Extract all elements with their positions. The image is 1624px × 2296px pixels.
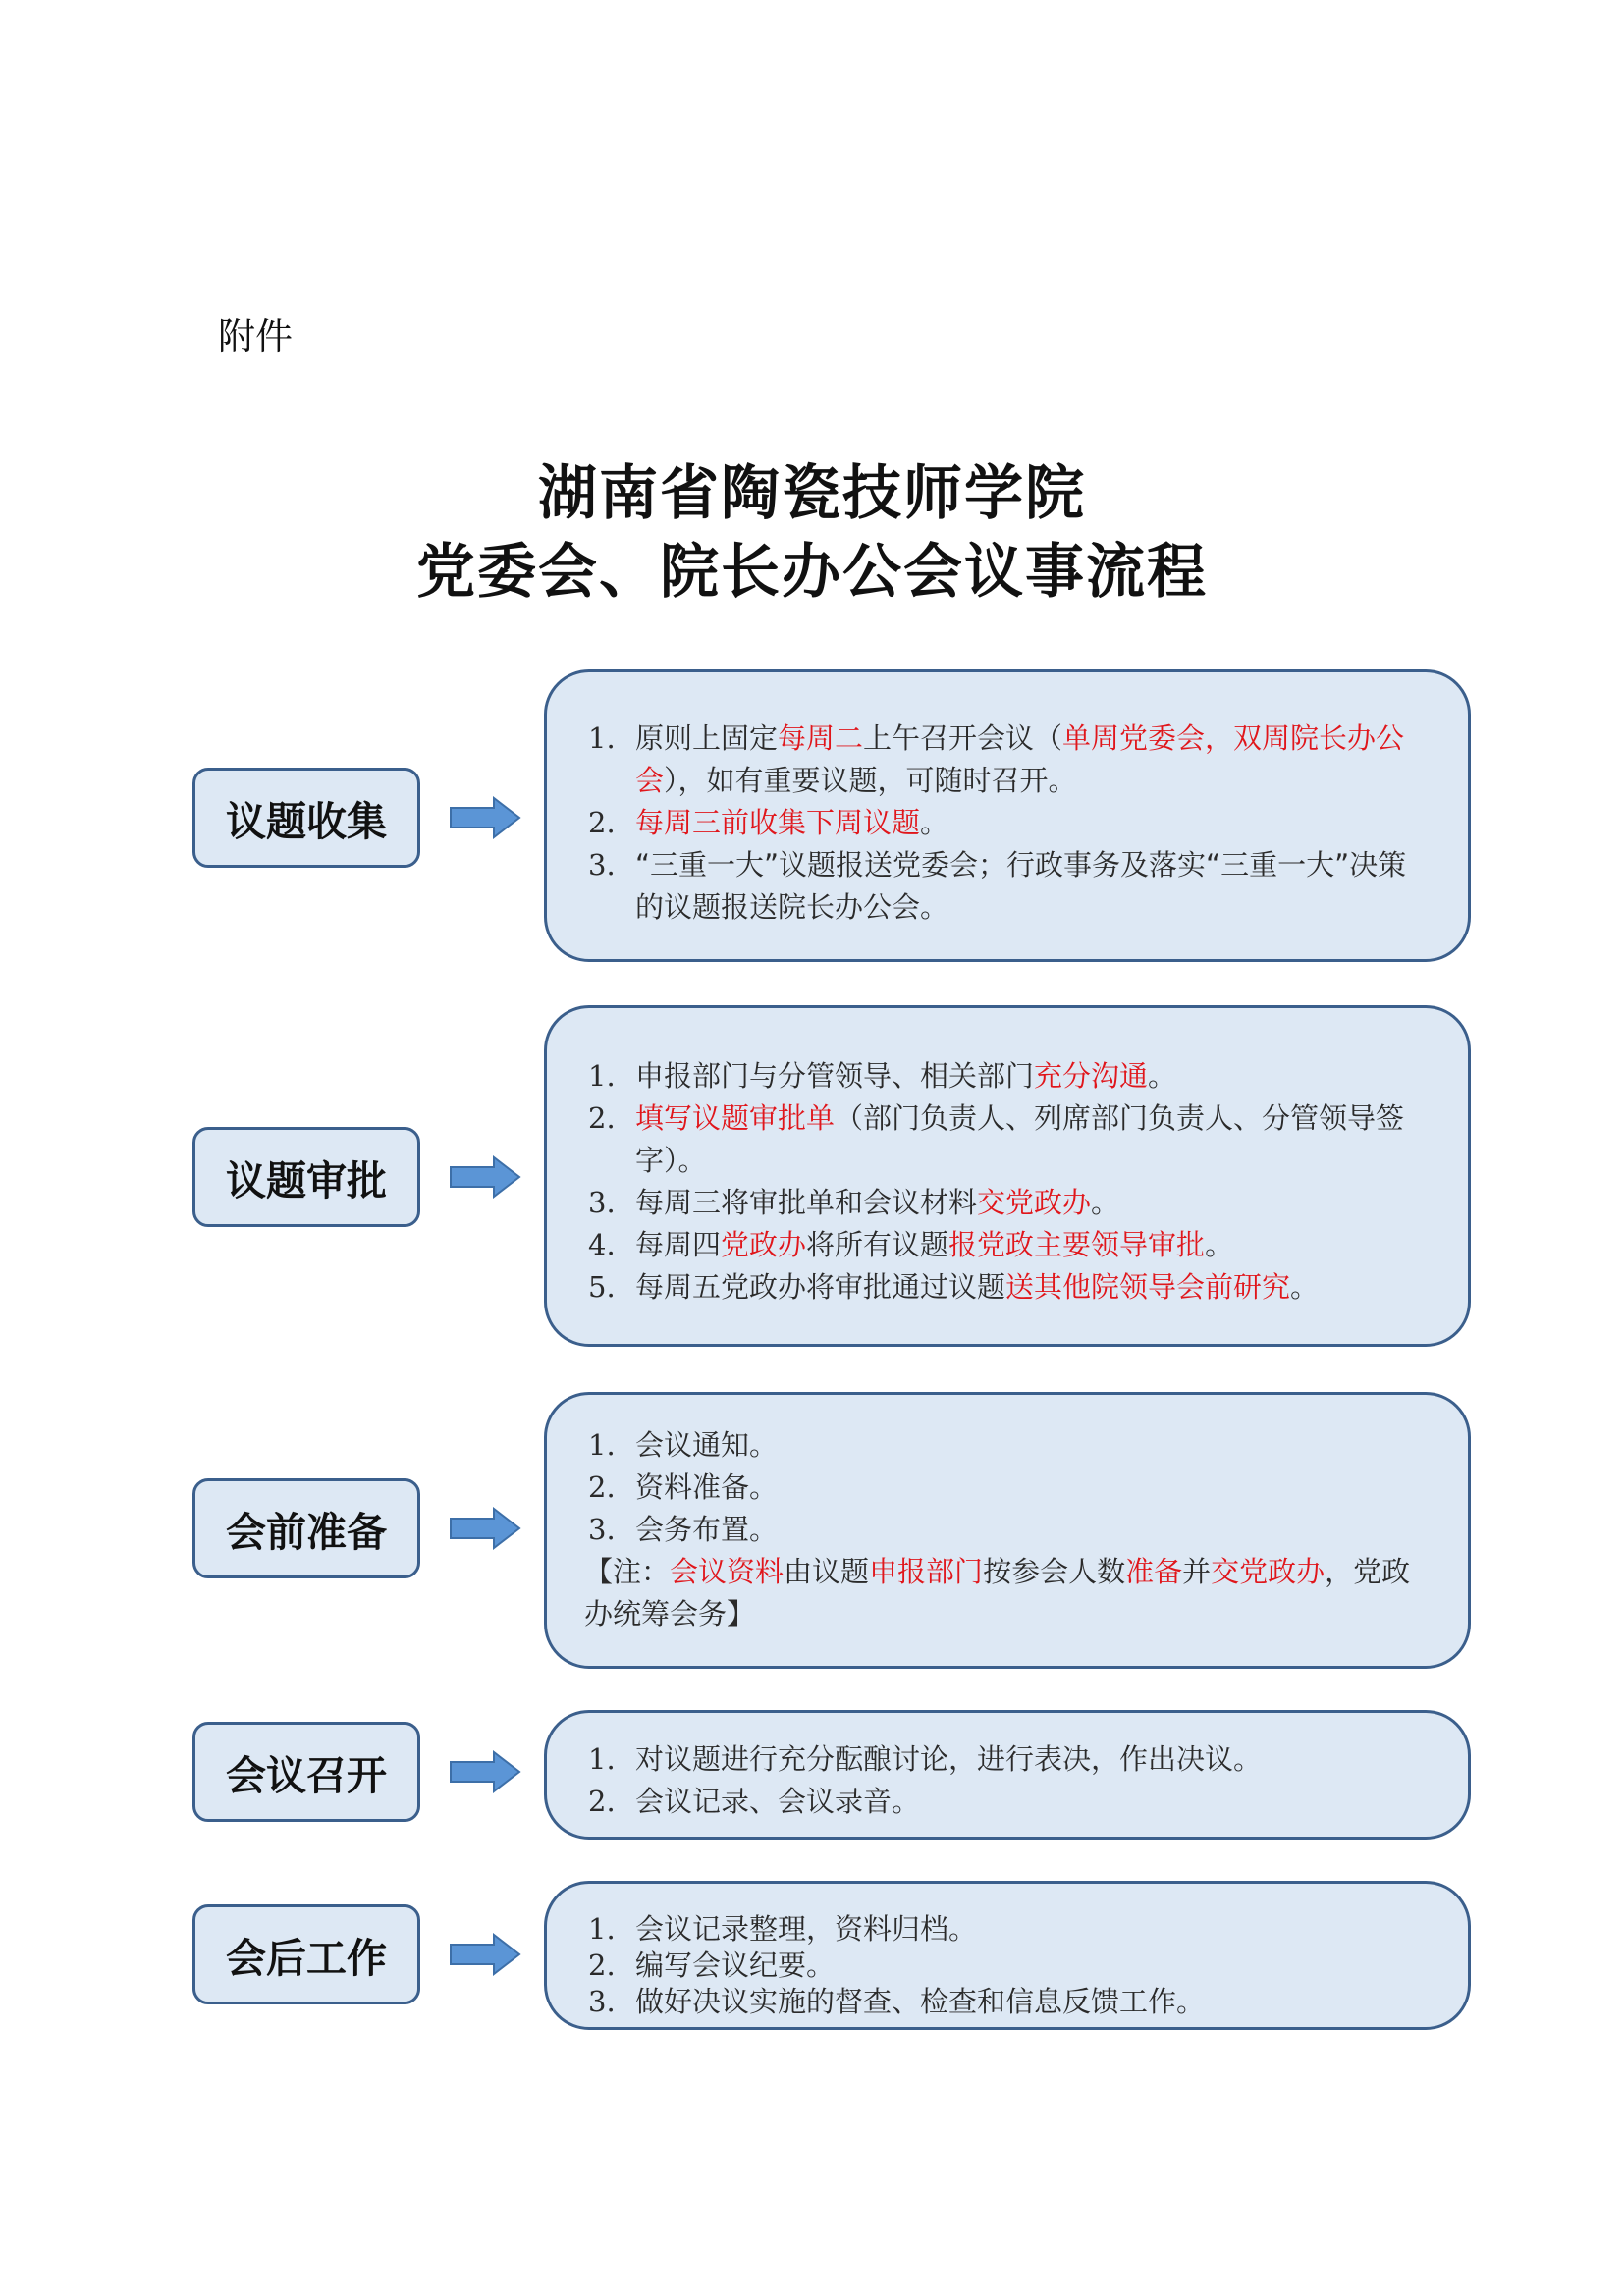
item-number: 3. <box>588 848 616 881</box>
attachment-label: 附件 <box>218 315 294 358</box>
stage-topic-collection: 议题收集 <box>192 768 420 868</box>
body-text: “三重一大”议题报送党委会；行政事务及落实“三重一大”决策的议题报送院长办公会。 <box>635 848 1407 924</box>
body-text: 会议通知。 <box>635 1428 779 1462</box>
detail-list <box>588 1424 1423 1551</box>
highlight-text: 交党政办 <box>977 1186 1092 1219</box>
highlight-text: 准备 <box>1125 1555 1183 1588</box>
highlight-text: 送其他院领导会前研究 <box>1005 1270 1291 1304</box>
right-arrow-icon <box>449 796 521 839</box>
list-item <box>588 1509 1423 1551</box>
stage-detail-box <box>544 1881 1471 2030</box>
list-item <box>588 1948 1423 1984</box>
list-item <box>588 844 1423 929</box>
body-text: ，党政办统筹会务】 <box>584 1555 1411 1630</box>
detail-list <box>588 1055 1423 1308</box>
list-item <box>588 802 1423 844</box>
right-arrow-icon <box>449 1155 521 1199</box>
highlight-text: 单周党委会，双周院长办公会 <box>635 721 1405 797</box>
body-text: 会务布置。 <box>635 1513 779 1546</box>
list-item <box>588 1182 1423 1224</box>
list-item <box>588 1738 1423 1781</box>
item-number: 2. <box>588 1470 616 1504</box>
body-text: 会议记录、会议录音。 <box>635 1785 921 1818</box>
list-item <box>588 1097 1423 1182</box>
highlight-text: 充分沟通 <box>1034 1059 1149 1093</box>
body-text: 对议题进行充分酝酿讨论，进行表决，作出决议。 <box>635 1742 1263 1776</box>
item-number: 1. <box>588 721 616 755</box>
item-number: 2. <box>588 1785 616 1818</box>
list-item <box>588 1984 1423 2020</box>
item-number: 3. <box>588 1985 616 2018</box>
body-text: 编写会议纪要。 <box>635 1949 836 1982</box>
item-number: 3. <box>588 1186 616 1219</box>
body-text: ），如有重要议题，可随时召开。 <box>664 764 1077 797</box>
right-arrow-icon <box>449 1507 521 1550</box>
body-text: 由议题 <box>784 1555 870 1588</box>
body-text: 。 <box>1290 1270 1320 1304</box>
body-text: 上午召开会议（ <box>863 721 1063 755</box>
list-item <box>588 1224 1423 1266</box>
list-item <box>588 718 1423 802</box>
body-text: 申报部门与分管领导、相关部门 <box>635 1059 1035 1093</box>
list-item <box>588 1055 1423 1097</box>
stage-post-meeting: 会后工作 <box>192 1904 420 2004</box>
item-number: 1. <box>588 1059 616 1093</box>
body-text: 资料准备。 <box>635 1470 779 1504</box>
stage-meeting-held: 会议召开 <box>192 1722 420 1822</box>
body-text: 按参会人数 <box>983 1555 1126 1588</box>
page-title-line2: 党委会、院长办公会议事流程 <box>416 538 1208 607</box>
detail-list <box>588 1911 1423 2020</box>
item-number: 2. <box>588 1949 616 1982</box>
body-text: 做好决议实施的督查、检查和信息反馈工作。 <box>635 1985 1206 2018</box>
preparation-note <box>584 1551 1423 1635</box>
item-number: 2. <box>588 1101 616 1135</box>
body-text: 每周三将审批单和会议材料 <box>635 1186 978 1219</box>
body-text: 。 <box>1091 1186 1120 1219</box>
stage-detail-box <box>544 669 1471 962</box>
body-text: 。 <box>920 806 949 839</box>
body-text: 每周五党政办将审批通过议题 <box>635 1270 1006 1304</box>
highlight-text: 会议资料 <box>670 1555 785 1588</box>
item-number: 1. <box>588 1742 616 1776</box>
detail-list <box>588 1738 1423 1823</box>
list-item <box>588 1424 1423 1467</box>
stage-detail-box <box>544 1710 1471 1840</box>
highlight-text: 每周三前收集下周议题 <box>635 806 921 839</box>
highlight-text: 每周二 <box>778 721 864 755</box>
item-number: 1. <box>588 1428 616 1462</box>
stage-meeting-preparation: 会前准备 <box>192 1478 420 1578</box>
list-item <box>588 1266 1423 1308</box>
body-text: （部门负责人、列席部门负责人、分管领导签字）。 <box>635 1101 1405 1177</box>
detail-list <box>588 718 1423 929</box>
stage-detail-box <box>544 1005 1471 1347</box>
body-text: 原则上固定 <box>635 721 779 755</box>
right-arrow-icon <box>449 1750 521 1793</box>
highlight-text: 报党政主要领导审批 <box>948 1228 1206 1261</box>
highlight-text: 交党政办 <box>1211 1555 1326 1588</box>
highlight-text: 申报部门 <box>869 1555 984 1588</box>
item-number: 1. <box>588 1912 616 1946</box>
body-text: 。 <box>1148 1059 1177 1093</box>
body-text: 每周四 <box>635 1228 722 1261</box>
body-text: 并 <box>1182 1555 1212 1588</box>
item-number: 4. <box>588 1228 616 1261</box>
highlight-text: 填写议题审批单 <box>635 1101 836 1135</box>
highlight-text: 党政办 <box>721 1228 807 1261</box>
body-text: 将所有议题 <box>806 1228 949 1261</box>
item-number: 3. <box>588 1513 616 1546</box>
body-text: 【注： <box>584 1555 671 1588</box>
stage-topic-approval: 议题审批 <box>192 1127 420 1227</box>
right-arrow-icon <box>449 1933 521 1976</box>
body-text: 会议记录整理，资料归档。 <box>635 1912 978 1946</box>
item-number: 2. <box>588 806 616 839</box>
list-item <box>588 1781 1423 1823</box>
list-item <box>588 1467 1423 1509</box>
body-text: 。 <box>1205 1228 1234 1261</box>
page-title-line1: 湖南省陶瓷技师学院 <box>538 459 1086 528</box>
item-number: 5. <box>588 1270 616 1304</box>
list-item <box>588 1911 1423 1948</box>
stage-detail-box <box>544 1392 1471 1669</box>
